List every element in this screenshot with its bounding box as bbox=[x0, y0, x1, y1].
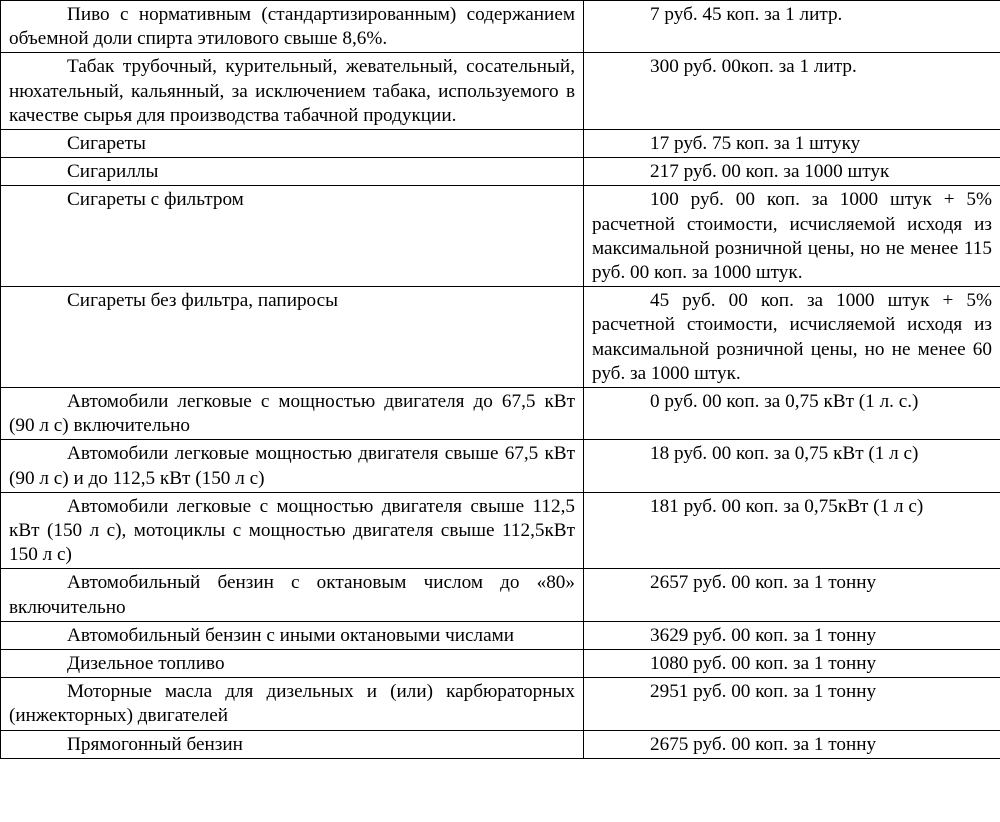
table-row bbox=[1, 492, 1000, 569]
rate-cell: 3629 руб. 00 коп. за 1 тонну bbox=[584, 621, 1000, 649]
table-row bbox=[1, 440, 1000, 492]
table-row bbox=[1, 158, 1000, 186]
table-row bbox=[1, 621, 1000, 649]
table-row bbox=[1, 186, 1000, 287]
rate-cell: 18 руб. 00 коп. за 0,75 кВт (1 л с) bbox=[584, 440, 1000, 492]
rate-cell: 1080 руб. 00 коп. за 1 тонну bbox=[584, 650, 1000, 678]
product-cell: Автомобили легковые с мощностью двигателя до 67,5 кВт (90 л с) включительно bbox=[1, 388, 584, 440]
rate-cell: 0 руб. 00 коп. за 0,75 кВт (1 л. с.) bbox=[584, 388, 1000, 440]
product-cell: Пиво с нормативным (стандартизированным) содержанием объемной доли спирта этилового свыше 8,6%. bbox=[1, 1, 584, 53]
product-cell: Табак трубочный, курительный, жевательный, сосательный, нюхательный, кальянный, за исключением табака, используемого в качестве сырья для производства табачной продукции. bbox=[1, 53, 584, 130]
table-row bbox=[1, 650, 1000, 678]
table-row bbox=[1, 53, 1000, 130]
table-row bbox=[1, 130, 1000, 158]
rate-cell: 100 руб. 00 коп. за 1000 штук + 5% расчетной стоимости, исчисляемой исходя из максимальной розничной цены, но не менее 115 руб. 00 коп. за 1000 штук. bbox=[584, 186, 1000, 287]
product-cell: Дизельное топливо bbox=[1, 650, 584, 678]
rate-cell: 17 руб. 75 коп. за 1 штуку bbox=[584, 130, 1000, 158]
rate-cell: 300 руб. 00коп. за 1 литр. bbox=[584, 53, 1000, 130]
rate-cell: 2675 руб. 00 коп. за 1 тонну bbox=[584, 730, 1000, 758]
rate-cell: 181 руб. 00 коп. за 0,75кВт (1 л с) bbox=[584, 492, 1000, 569]
rate-cell: 2657 руб. 00 коп. за 1 тонну bbox=[584, 569, 1000, 621]
product-cell: Сигареты с фильтром bbox=[1, 186, 584, 287]
rate-cell: 45 руб. 00 коп. за 1000 штук + 5% расчетной стоимости, исчисляемой исходя из максимальной розничной цены, но не менее 60 руб. за 1000 штук. bbox=[584, 287, 1000, 388]
product-cell: Прямогонный бензин bbox=[1, 730, 584, 758]
table-row bbox=[1, 1, 1000, 53]
product-cell: Автомобили легковые мощностью двигателя свыше 67,5 кВт (90 л с) и до 112,5 кВт (150 л с) bbox=[1, 440, 584, 492]
product-cell: Автомобили легковые с мощностью двигателя свыше 112,5 кВт (150 л с), мотоциклы с мощностью двигателя свыше 112,5кВт 150 л с) bbox=[1, 492, 584, 569]
table-row bbox=[1, 569, 1000, 621]
table-row bbox=[1, 730, 1000, 758]
rate-cell: 2951 руб. 00 коп. за 1 тонну bbox=[584, 678, 1000, 730]
table-row bbox=[1, 388, 1000, 440]
product-cell: Автомобильный бензин с иными октановыми числами bbox=[1, 621, 584, 649]
product-cell: Сигареты bbox=[1, 130, 584, 158]
product-cell: Сигариллы bbox=[1, 158, 584, 186]
product-cell: Автомобильный бензин с октановым числом до «80» включительно bbox=[1, 569, 584, 621]
table-row bbox=[1, 678, 1000, 730]
product-cell: Сигареты без фильтра, папиросы bbox=[1, 287, 584, 388]
product-cell: Моторные масла для дизельных и (или) карбюраторных (инжекторных) двигателей bbox=[1, 678, 584, 730]
table-row bbox=[1, 287, 1000, 388]
rate-cell: 217 руб. 00 коп. за 1000 штук bbox=[584, 158, 1000, 186]
rate-cell: 7 руб. 45 коп. за 1 литр. bbox=[584, 1, 1000, 53]
